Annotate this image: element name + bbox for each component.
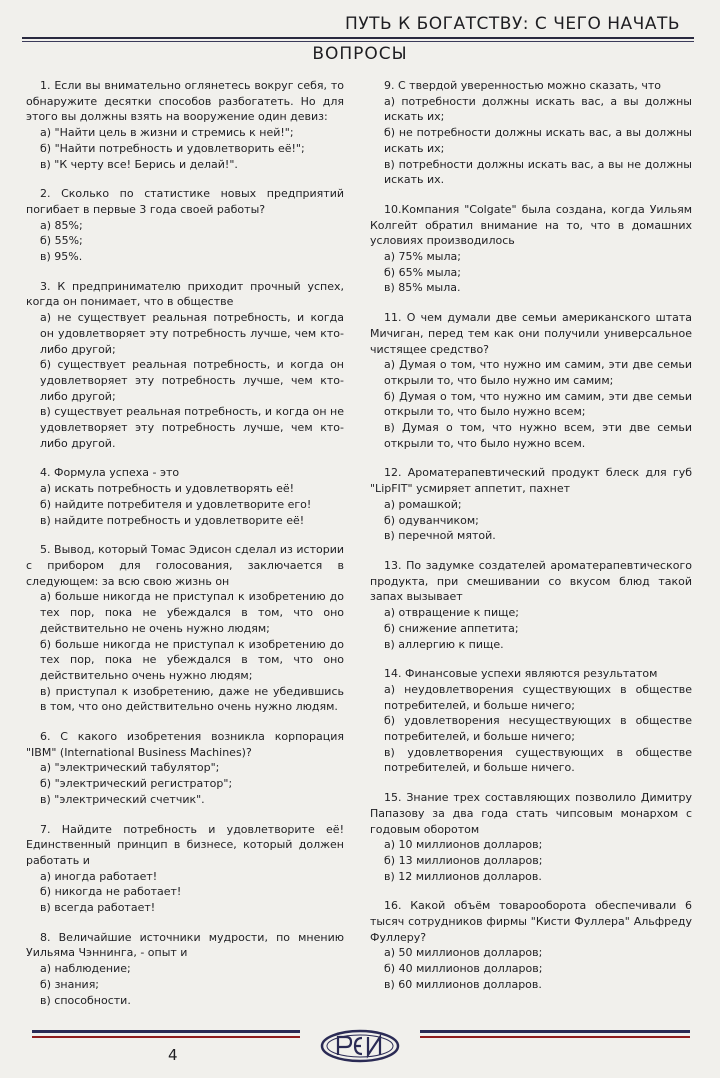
- answer-options: [370, 94, 692, 188]
- answer-option: в) всегда работает!: [40, 901, 156, 915]
- question-text: 5. Вывод, который Томас Эдисон сделал из истории с прибором для голосования, заключается в следующем: за всю свою жизнь он: [26, 543, 344, 588]
- question-2: [26, 186, 344, 265]
- answer-option: а) 75% мыла;: [384, 250, 461, 264]
- answer-option: а) Думая о том, что нужно им самим, эти две семьи открыли то, что было нужно им самим;: [384, 358, 692, 387]
- question-3: [26, 279, 344, 452]
- question-text: 4. Формула успеха - это: [40, 466, 180, 480]
- answer-option: в) найдите потребность и удовлетворите её!: [40, 513, 305, 527]
- answer-options: [26, 310, 344, 451]
- answer-options: [26, 218, 344, 265]
- question-14: [370, 666, 692, 776]
- answer-option: б) не потребности должны искать вас, а вы должны искать их;: [384, 126, 692, 155]
- questions-left-column: [26, 78, 344, 1022]
- answer-option: б) найдите потребителя и удовлетворите его!: [40, 497, 312, 511]
- answer-option: в) 95%.: [40, 250, 83, 264]
- answer-option: б) 65% мыла;: [384, 265, 461, 279]
- answer-options: [370, 837, 692, 884]
- footer-rule-right-accent: [420, 1036, 690, 1038]
- question-text: 13. По задумке создателей ароматерапевтического продукта, при смешивании со вкусом блюд такой запах вызывает: [370, 558, 692, 604]
- answer-option: в) удовлетворения существующих в обществе потребителей, и больше ничего.: [384, 745, 692, 775]
- answer-option: а) не существует реальная потребность, и когда он удовлетворяет эту потребность лучше, чем кто-либо другой;: [40, 311, 344, 356]
- answer-option: в) "электрический счетчик".: [40, 792, 205, 806]
- answer-option: б) Думая о том, что нужно им самим, эти две семьи открыли то, что было нужно всем;: [384, 389, 692, 419]
- footer-rule-left: [32, 1030, 300, 1033]
- question-text: 6. С какого изобретения возникла корпорация "IBM" (International Business Machines)?: [26, 730, 344, 759]
- question-text: 9. С твердой уверенностью можно сказать, что: [384, 79, 662, 92]
- question-text: 7. Найдите потребность и удовлетворите её! Единственный принцип в бизнесе, который должен работать и: [26, 822, 344, 867]
- answer-option: в) "К черту все! Берись и делай!".: [40, 157, 238, 171]
- question-text: 8. Величайшие источники мудрости, по мнению Уильяма Чэннинга, - опыт и: [26, 930, 344, 960]
- answer-option: а) потребности должны искать вас, а вы должны искать их;: [384, 94, 692, 124]
- answer-options: [370, 682, 692, 776]
- answer-options: [26, 869, 344, 916]
- answer-option: а) искать потребность и удовлетворять её!: [40, 482, 295, 496]
- answer-option: а) больше никогда не приступал к изобретению до тех пор, пока не убеждался в том, что оно действительно не очень нужно людям;: [40, 590, 344, 635]
- answer-options: [26, 589, 344, 715]
- question-7: [26, 822, 344, 916]
- page-number: 4: [168, 1046, 178, 1064]
- answer-option: б) "электрический регистратор";: [40, 777, 233, 791]
- answer-option: а) отвращение к пище;: [384, 606, 519, 620]
- answer-option: а) 85%;: [40, 218, 83, 232]
- answer-option: а) наблюдение;: [40, 962, 131, 976]
- answer-options: [26, 961, 344, 1008]
- answer-option: а) "электрический табулятор";: [40, 761, 220, 775]
- header-rule: [22, 37, 694, 39]
- header-rule-thin: [22, 41, 694, 42]
- answer-option: а) ромашкой;: [384, 497, 462, 511]
- answer-option: в) существует реальная потребность, и когда он не удовлетворяет эту потребность лучше, чем кто-либо другой.: [40, 405, 344, 450]
- answer-option: в) перечной мятой.: [384, 529, 496, 543]
- answer-options: [370, 497, 692, 544]
- answer-option: б) знания;: [40, 977, 100, 991]
- question-text: 2. Сколько по статистике новых предприятий погибает в первые 3 года своей работы?: [26, 187, 344, 216]
- answer-options: [26, 481, 344, 528]
- question-12: [370, 465, 692, 544]
- answer-option: б) удовлетворения несуществующих в обществе потребителей, и больше ничего;: [384, 714, 692, 744]
- answer-option: в) 60 миллионов долларов.: [384, 977, 542, 991]
- answer-option: в) 12 миллионов долларов.: [384, 869, 542, 883]
- answer-option: б) 40 миллионов долларов;: [384, 962, 543, 976]
- answer-options: [26, 125, 344, 172]
- question-16: [370, 898, 692, 992]
- answer-option: б) больше никогда не приступал к изобретению до тех пор, пока не убеждался в том, что оно действительно очень нужно людям;: [40, 637, 344, 682]
- question-9: [370, 78, 692, 188]
- question-15: [370, 790, 692, 884]
- running-header-title: ПУТЬ К БОГАТСТВУ: С ЧЕГО НАЧАТЬ: [345, 14, 680, 34]
- answer-options: [26, 760, 344, 807]
- answer-option: б) "Найти потребность и удовлетворить её!";: [40, 141, 305, 155]
- question-text: 11. О чем думали две семьи американского штата Мичиган, перед тем как они получили универсальное чистящее средство?: [370, 311, 692, 356]
- question-5: [26, 542, 344, 715]
- question-8: [26, 930, 344, 1009]
- answer-option: б) одуванчиком;: [384, 513, 479, 527]
- answer-option: а) неудовлетворения существующих в обществе потребителей, и больше ничего;: [384, 682, 692, 712]
- answer-option: а) иногда работает!: [40, 869, 158, 883]
- answer-options: [370, 357, 692, 451]
- answer-option: б) никогда не работает!: [40, 885, 182, 899]
- section-title: ВОПРОСЫ: [312, 44, 408, 64]
- question-text: 16. Какой объём товарооборота обеспечивали 6 тысяч сотрудников фирмы "Кисти Фуллера" Альфреду Фуллеру?: [370, 899, 692, 944]
- question-10: [370, 202, 692, 296]
- answer-option: б) 13 миллионов долларов;: [384, 853, 543, 867]
- answer-option: а) "Найти цель в жизни и стремись к ней!";: [40, 126, 294, 140]
- footer-rule-left-accent: [32, 1036, 300, 1038]
- question-11: [370, 310, 692, 451]
- rei-logo-icon: [318, 1028, 402, 1064]
- question-text: 12. Ароматерапевтический продукт блеск для губ "LipFIT" усмиряет аппетит, пахнет: [370, 466, 692, 496]
- answer-option: б) существует реальная потребность, и когда он удовлетворяет эту потребность лучше, чем кто-либо другой;: [40, 358, 344, 403]
- answer-option: в) приступал к изобретению, даже не убедившись в том, что оно действительно очень нужно людям.: [40, 684, 344, 714]
- answer-option: б) 55%;: [40, 234, 83, 248]
- question-text: 1. Если вы внимательно оглянетесь вокруг себя, то обнаружите десятки способов разбогатеть. Но для этого вы должны взять на вооружение один девиз:: [26, 79, 344, 124]
- question-text: 3. К предпринимателю приходит прочный успех, когда он понимает, что в обществе: [26, 279, 344, 309]
- answer-options: [370, 945, 692, 992]
- questions-right-column: [370, 78, 692, 1007]
- question-text: 14. Финансовые успехи являются результатом: [384, 667, 658, 681]
- answer-option: в) аллергию к пище.: [384, 637, 504, 651]
- question-1: [26, 78, 344, 172]
- answer-option: в) Думая о том, что нужно всем, эти две семьи открыли то, что было нужно всем.: [384, 421, 692, 450]
- question-4: [26, 465, 344, 528]
- answer-option: а) 10 миллионов долларов;: [384, 838, 543, 852]
- question-text: 15. Знание трех составляющих позволило Димитру Папазову за два года стать чипсовым монархом с годовым оборотом: [370, 791, 692, 836]
- question-6: [26, 729, 344, 808]
- answer-option: в) потребности должны искать вас, а вы не должны искать их.: [384, 157, 692, 187]
- footer-rule-right: [420, 1030, 690, 1033]
- answer-options: [370, 605, 692, 652]
- answer-options: [370, 249, 692, 296]
- answer-option: а) 50 миллионов долларов;: [384, 946, 543, 960]
- answer-option: в) способности.: [40, 993, 131, 1007]
- answer-option: в) 85% мыла.: [384, 281, 461, 295]
- question-13: [370, 558, 692, 652]
- question-text: 10.Компания "Colgate" была создана, когда Уильям Колгейт обратил внимание на то, что в домашних условиях производилось: [370, 202, 692, 248]
- answer-option: б) снижение аппетита;: [384, 621, 519, 635]
